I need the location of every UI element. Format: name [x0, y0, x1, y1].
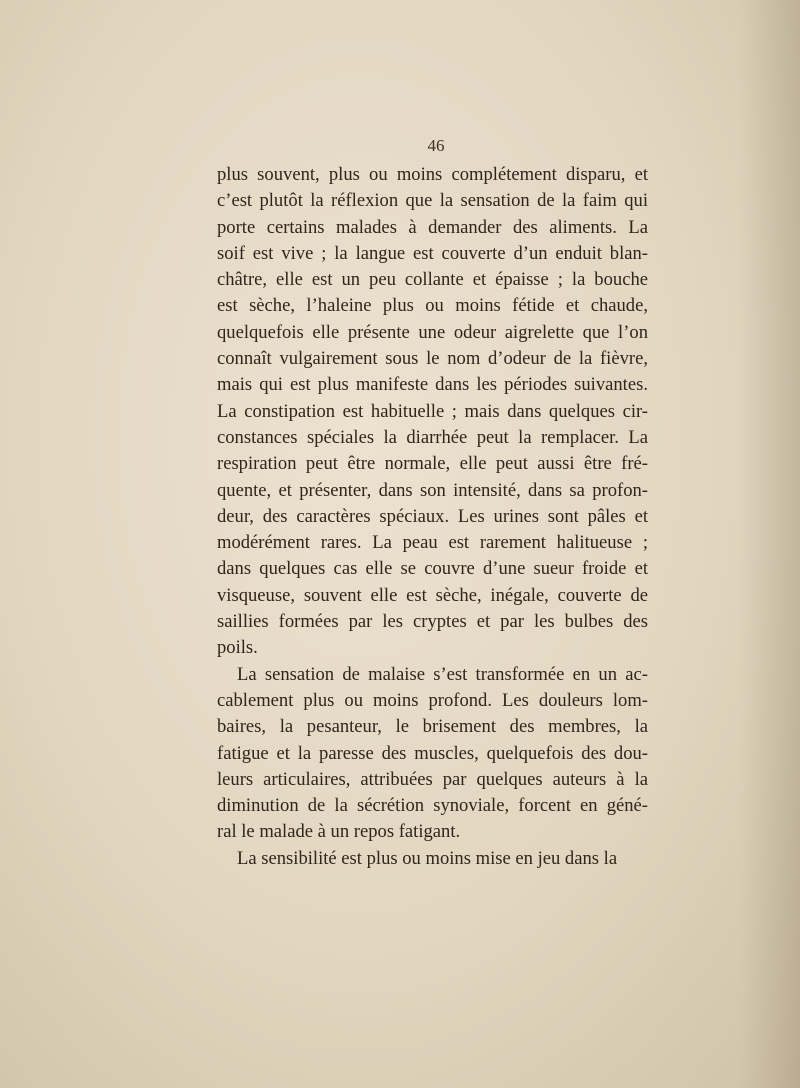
text-line: modérément rares. La peau est rarement halitueuse ;: [217, 532, 648, 554]
text-line: dans quelques cas elle se couvre d’une sueur froide et: [217, 558, 648, 580]
text-line: porte certains malades à demander des aliments. La: [217, 216, 648, 238]
text-line: deur, des caractères spéciaux. Les urines sont pâles et: [217, 505, 648, 527]
text-line: fatigue et la paresse des muscles, quelquefois des dou-: [217, 742, 648, 764]
paragraph: [217, 162, 648, 662]
text-line: leurs articulaires, attribuées par quelques auteurs à la: [217, 768, 648, 790]
text-line: poils.: [217, 637, 258, 659]
text-line: cablement plus ou moins profond. Les douleurs lom-: [217, 689, 648, 711]
text-line: respiration peut être normale, elle peut aussi être fré-: [217, 453, 648, 475]
text-line: est sèche, l’haleine plus ou moins fétide et chaude,: [217, 295, 648, 317]
page-edge-shadow: [740, 0, 800, 1088]
page-number: 46: [427, 136, 445, 155]
paragraph: [217, 662, 648, 846]
text-line: visqueuse, souvent elle est sèche, inégale, couverte de: [217, 584, 648, 606]
text-line: soif est vive ; la langue est couverte d’un enduit blan-: [217, 242, 648, 264]
text-line: constances spéciales la diarrhée peut la remplacer. La: [217, 426, 648, 448]
text-line: La sensation de malaise s’est transformée en un ac-: [237, 663, 648, 685]
text-line: ral le malade à un repos fatigant.: [217, 821, 461, 843]
text-line: diminution de la sécrétion synoviale, forcent en géné-: [217, 795, 648, 817]
text-line: La constipation est habituelle ; mais dans quelques cir-: [217, 400, 648, 422]
text-line: saillies formées par les cryptes et par les bulbes des: [217, 611, 648, 633]
text-line: baires, la pesanteur, le brisement des membres, la: [217, 716, 648, 738]
text-line: quente, et présenter, dans son intensité, dans sa profon-: [217, 479, 648, 501]
text-line: La sensibilité est plus ou moins mise en jeu dans la: [237, 847, 618, 869]
text-line: c’est plutôt la réflexion que la sensation de la faim qui: [217, 190, 648, 212]
body-text: [217, 162, 648, 872]
text-line: connaît vulgairement sous le nom d’odeur de la fièvre,: [217, 348, 648, 370]
text-line: mais qui est plus manifeste dans les périodes suivantes.: [217, 374, 648, 396]
paragraph: [217, 846, 648, 872]
text-line: châtre, elle est un peu collante et épaisse ; la bouche: [217, 269, 648, 291]
text-line: quelquefois elle présente une odeur aigrelette que l’on: [217, 321, 648, 343]
text-line: plus souvent, plus ou moins complétement disparu, et: [217, 164, 648, 185]
